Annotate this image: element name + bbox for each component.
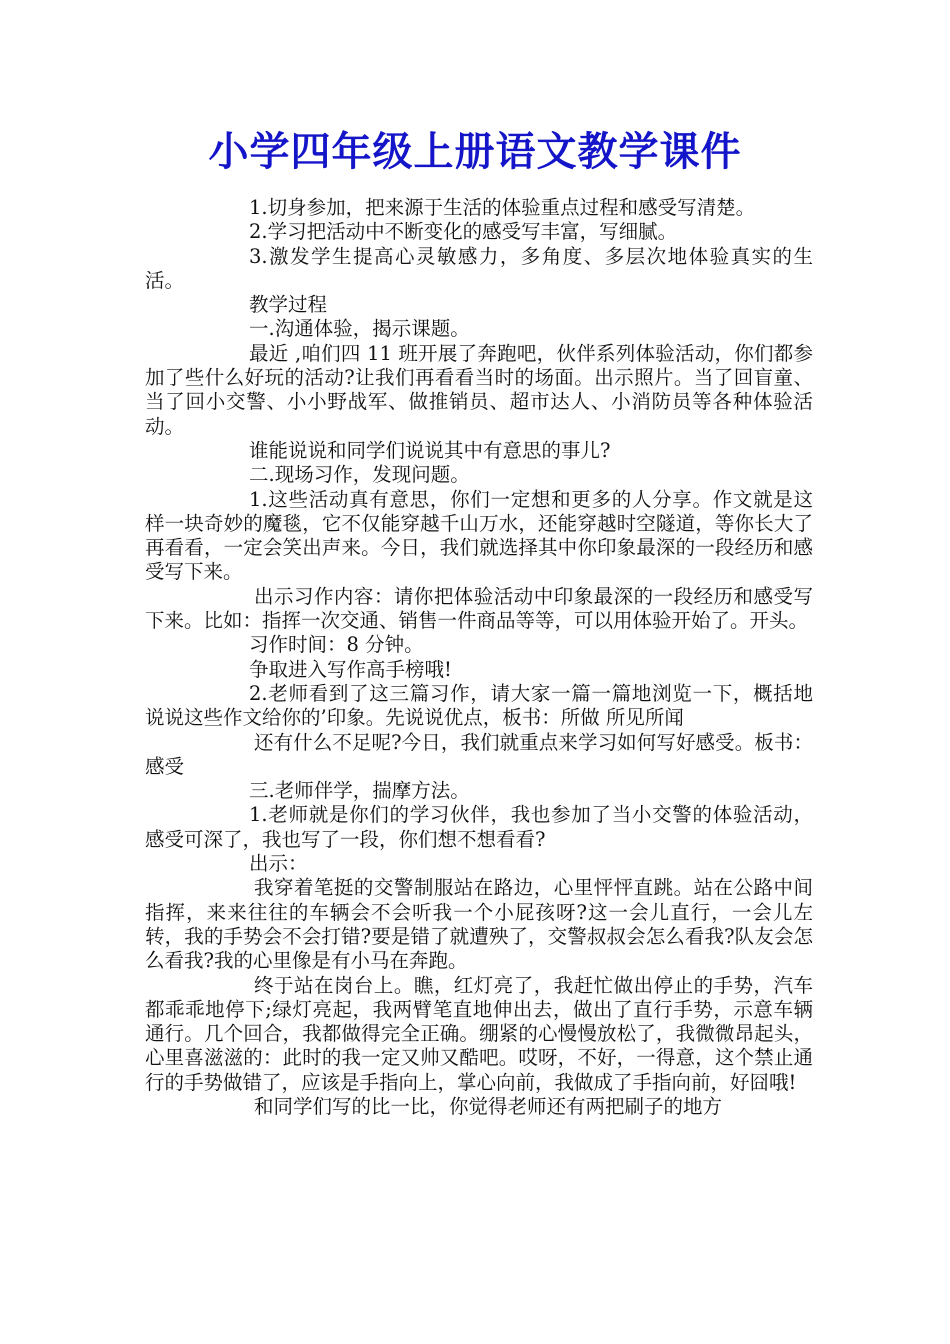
section-heading-1: 一.沟通体验，揭示课题。 xyxy=(249,317,470,341)
document-title: 小学四年级上册语文教学课件 xyxy=(208,128,742,175)
paragraph: 出示习作内容：请你把体验活动中印象最深的一段经历和感受写下来。比如：指挥一次交通、销售一件商品等等，可以用体验开始了。开头。 xyxy=(145,584,813,633)
document-body xyxy=(145,196,813,1119)
paragraph: 谁能说说和同学们说说其中有意思的事儿? xyxy=(249,438,611,462)
section-heading-3: 三.老师伴学，揣摩方法。 xyxy=(249,779,470,803)
paragraph: 我穿着笔挺的交警制服站在路边，心里怦怦直跳。站在公路中间指挥，来来往往的车辆会不会听我一个小屁孩呀?这一会儿直行，一会儿左转，我的手势会不会打错?要是错了就遭殃了，交警叔叔会怎么看我?队友会怎么看我?我的心里像是有小马在奔跑。 xyxy=(145,876,813,973)
paragraph: 和同学们写的比一比，你觉得老师还有两把刷子的地方 xyxy=(254,1094,723,1118)
paragraph-objective-2: 2.学习把活动中不断变化的感受写丰富，写细腻。 xyxy=(249,220,678,244)
paragraph: 习作时间：8 分钟。 xyxy=(249,633,424,657)
paragraph: 终于站在岗台上。瞧，红灯亮了，我赶忙做出停止的手势，汽车都乖乖地停下;绿灯亮起，我两臂笔直地伸出去，做出了直行手势，示意车辆通行。几个回合，我都做得完全正确。绷紧的心慢慢放松了，我微微昂起头，心里喜滋滋的：此时的我一定又帅又酷吧。哎呀，不好，一得意，这个禁止通行的手势做错了，应该是手指向上，掌心向前，我做成了手指向前，好囧哦! xyxy=(145,973,813,1094)
paragraph: 争取进入写作高手榜哦! xyxy=(249,657,452,681)
paragraph-objective-3: 3.激发学生提高心灵敏感力，多角度、多层次地体验真实的生活。 xyxy=(145,244,813,292)
paragraph: 1.这些活动真有意思，你们一定想和更多的人分享。作文就是这样一块奇妙的魔毯，它不仅能穿越千山万水，还能穿越时空隧道，等你长大了再看看，一定会笑出声来。今日，我们就选择其中你印象最深的一段经历和感受写下来。 xyxy=(145,487,813,584)
section-heading-2: 二.现场习作，发现问题。 xyxy=(249,463,470,487)
paragraph: 1.老师就是你们的学习伙伴，我也参加了当小交警的体验活动，感受可深了，我也写了一段，你们想不想看看? xyxy=(145,803,813,851)
paragraph: 还有什么不足呢?今日，我们就重点来学习如何写好感受。板书：感受 xyxy=(145,730,813,778)
paragraph: 2.老师看到了这三篇习作，请大家一篇一篇地浏览一下，概括地说说这些作文给你的’印象。先说说优点，板书：所做 所见所闻 xyxy=(145,681,813,730)
section-heading-process: 教学过程 xyxy=(249,293,328,317)
paragraph-objective-1: 1.切身参加，把来源于生活的体验重点过程和感受写清楚。 xyxy=(249,196,756,219)
paragraph: 最近 ,咱们四 11 班开展了奔跑吧，伙伴系列体验活动，你们都参加了些什么好玩的活动?让我们再看看当时的场面。出示照片。当了回盲童、当了回小交警、小小野战军、做推销员、超市达人、小消防员等各种体验活动。 xyxy=(145,341,813,438)
paragraph: 出示： xyxy=(249,852,308,876)
